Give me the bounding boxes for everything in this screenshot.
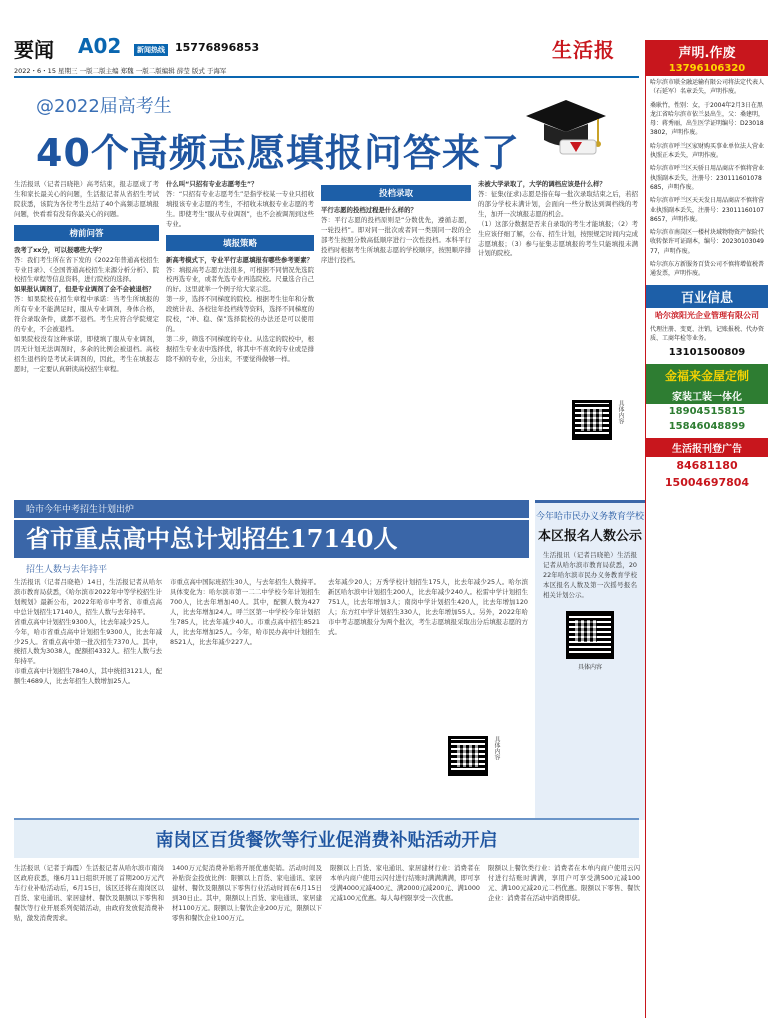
ad2-tel2: 15846048899: [668, 421, 746, 433]
story1-c2a: 什么叫“只招有专业志愿考生”？: [166, 180, 258, 188]
story3-column-4: [488, 864, 640, 1014]
story1-c2f: 第二步，筛选不同梯度的专业。从选定的院校中，根据招生专业表中选择优，将其中不喜欢的专业或是排除不掉的专业，分出来，不要觉得做够一样。: [166, 334, 314, 363]
notice-item: 桑耿竹，性别：女，于2004年2月3日在黑龙江省哈尔滨市依兰县出生，父：桑建明，母：蒋秀丽，出生医学证明编号：D230183802，声明作废。: [650, 101, 765, 137]
story1-c2b: 答：“只招有专业志愿考生”是指学校某一专业只招收填报该专业志愿的考生，不招收未填报专业志愿的考生。即使考生“服从专业调剂”，也不会被调剂到这些专业。: [166, 189, 314, 228]
story1-column-4: [478, 180, 638, 400]
story3-column-1: [14, 864, 164, 1014]
ad-text: 代理注册、变更、注销，记账报税、代办资质、工商年检等业务。: [650, 325, 765, 342]
ad2-tel1: 18904515815: [668, 406, 746, 418]
story3-column-2: [172, 864, 322, 1014]
story1-lede: 生活报讯（记者吕晓艳）高考结束，报志愿成了考生和家长最关心的问题，生活报记者从省招生考试院获悉，该院为各位考生总结了40个高频志愿填报问题，快看看有没有你最关心的问题。: [14, 180, 159, 218]
story1-c3c: 答：平行志愿的投档原则是“分数优先，遵循志愿，一轮投档”。即对同一批次或者同一类别同一段的全部考生按照分数高低顺序进行一次性投档。本科平行投档时根据考生所填报志愿的学校顺序，按照顺序排序进行投档。: [321, 215, 471, 264]
story1-c2e: 第一步，选择不同梯度的院校。根据考生往年和分数段统计表、各校往年投档线等资料，选择不同梯度的院校，“冲、稳、保”选择院校的办法还是可以使用的。: [166, 295, 314, 334]
story1-column-2: [166, 180, 314, 492]
story3-column-3: [330, 864, 480, 1014]
story2-p4: 市重点高中计划招生7840人，其中统招3121人，配额生4689人，比去年招生人数增加25人。: [14, 667, 162, 686]
story2-c2: 市重点高中国际班招生30人，与去年招生人数持平。具体变化为：哈尔滨市第一二二中学校今年计划招生700人，比去年增加40人。其中，配额人数为427人，比去年增加24人。呼兰区第一中学校今年计划招生785人，比去年减少40人。市重点高中招生8521人，比去年增加25人。今年，哈市民办高中计划招生8521人，比去年减少227人。: [170, 578, 320, 646]
story2-column-2: [170, 578, 320, 814]
hotline-number: 15776896853: [175, 41, 260, 54]
story1-c4b: 答：征集(征求)志愿是指在每一批次录取结束之后，若招的部分学校未满计划，会面向一些分数达到调档线的考生，加开一次填报志愿的机会。: [478, 189, 638, 218]
notice-item: 哈尔滨市呼兰区天天发日用品商店不慎将营业执照副本丢失，注册号：230111601078657，声明作废。: [650, 197, 765, 223]
qr-code-icon[interactable]: [566, 611, 614, 659]
story2-qr-label: 具体内容: [493, 736, 500, 760]
story2-p1: 生活报讯（记者吕晓艳）14日，生活报记者从哈尔滨市教育局获悉，《哈尔滨市2022年中等学校招生计划规划》最新公布，2022年哈市中考省、市重点高中总计划招生17140人，招生人数与去年持平。: [14, 578, 162, 616]
story1-title: 40个高频志愿填报问答来了: [36, 131, 520, 175]
story1-c2c: 新高考模式下，专业平行志愿填报有哪些参考要素？: [166, 255, 313, 264]
story3-title: 南岗区百货餐饮等行业促消费补贴活动开启: [155, 830, 498, 851]
ad3-tel2: 15004697804: [664, 476, 750, 490]
page-header: [0, 0, 645, 80]
story2-sidebar-box: [535, 500, 645, 820]
box-kicker: 今年哈市民办义务教育学校: [535, 512, 644, 522]
notice-item: 哈尔滨市联全融运输有限公司将法定代表人（石延军）名章丢失，声明作废。: [650, 79, 765, 96]
ad2-title: 金福来金屋定制: [646, 364, 768, 387]
box-title: 本区报名人数公示: [537, 528, 642, 544]
ad3-tel1: 84681180: [676, 459, 738, 473]
classifieds-column: [645, 40, 768, 1018]
story2-title: 省市重点高中总计划招生17140人: [14, 520, 529, 558]
notice-item: 哈尔滨市呼兰区天骄日用品商店不慎将营业执照副本丢失，注册号：230111601078685，声明作废。: [650, 165, 765, 191]
story2-column-1: [14, 578, 162, 814]
story1-subhead-3: 投档录取: [321, 185, 471, 201]
story1-column-3: [321, 180, 471, 492]
story3-c1: 生活报讯（记者于海霞）生活报记者从哈尔滨市南岗区政府获悉，继6月11日组织开展了首期200万元汽车行业补贴活动后，6月15日，该区还将在南岗区以百货、家电通讯、家居建材、餐饮及限额以下零售和餐饮等行业开展系列促销活动，由政府发放促消费补贴，激发消费需求。: [14, 864, 164, 922]
story1-qr-label: 具体内容: [617, 400, 624, 424]
classifieds-tel: 13796106320: [646, 63, 768, 76]
story1-c4c: （1）这部分数据是否来自录取的考生才能填报；（2）考生应该仔细了解，公布、招生计划，按照规定时间内完成志愿填报；（3）参与征集志愿填报的考生只能填报未满计划的院校。: [478, 219, 638, 258]
hotline-label: 新闻热线: [134, 44, 168, 56]
story3-c4: 限额以上餐饮类行业：消费者在本单内商户使用云闪付进行结账时满满，享用户可享受满500元减100元、满100元减20元二档优惠。限额以下零售、餐饮企业：消费者在活动中消费即获。: [488, 864, 640, 902]
notice-item: 哈尔滨东方新服务百货公司不慎将增值税普通发票，声明作废。: [650, 261, 765, 278]
page-number: A02: [78, 34, 122, 58]
dateline: 2022・6・15 星期三 一版二版主编 郑魏 一版二版编辑 薛莹 版式 于海军: [14, 67, 227, 75]
story1-qr-block: [572, 400, 625, 440]
newspaper-logo: 生活报: [552, 38, 615, 62]
ad-tel: 13101500809: [668, 347, 746, 359]
notice-item: 哈尔滨市南岗区一楼村块域物物资产保险代收转保许可证副本，编号：2023010304977，声明作废。: [650, 229, 765, 255]
ad-company: 哈尔滨阳光企业管理有限公司: [655, 310, 759, 320]
story1-q2: 如果报认调剂了，但是专业调剂了会不会被退档？: [14, 285, 155, 294]
story2-qr-block: [448, 736, 501, 776]
story1-kicker: @2022届高考生: [36, 96, 172, 117]
story3-c3: 限额以上百货、家电通讯、家居建材行业：消费者在本单内商户使用云闪付进行结账时满满满满，即可享受满4000元减400元、满2000元减200元、满1000元减100元优惠。每人每档限享受一次优惠。: [330, 864, 480, 902]
story2-p3: 今年，哈市省重点高中计划招生9300人，比去年减少25人。省重点高中第一批次招生7370人。其中，统招人数为3038人，配额招4332人。招生人数与去年持平。: [14, 627, 162, 666]
story2-c3: 去年减少20人；万秀学校计划招生175人，比去年减少25人。哈尔滨新区哈尔滨中计划招生200人，比去年减少240人。松雷中学计划招生751人，比去年增加3人；南岗中学计划招生420人，比去年增加120人；东方红中学计划招生330人，比去年增加55人。另外，2022年哈市中考志愿填报分为两个批次，考生志愿填报采取出分后填报志愿的方式。: [328, 578, 528, 636]
ad-header: 百业信息: [646, 285, 768, 308]
story2-column-3: [328, 578, 528, 728]
qr-code-icon[interactable]: [448, 736, 488, 776]
classifieds-header: 声明.作废: [646, 40, 768, 63]
story1-subhead-1: 榜前问答: [14, 225, 159, 241]
story1-column-1: [14, 180, 159, 492]
story1-c3b: 平行志愿的投档过程是什么样的？: [321, 206, 417, 214]
story1-c4a: 未被大学录取了，大学的调档应该是什么样？: [478, 180, 606, 188]
section-name: 要闻: [14, 38, 54, 62]
notice-item: 哈尔滨市呼兰区家财购买事业单位法人营业执照正本丢失，声明作废。: [650, 142, 765, 160]
ad3-title: 生活报刊登广告: [646, 438, 768, 457]
notice-list: [646, 76, 768, 281]
ad2-subtitle: 家装工装一体化: [646, 387, 768, 404]
story3-c2: 1400万元促消费补贴将开展优惠促销。活动时间及补贴资金投放比例：限额以上百货、家电通讯、家居建材、餐饮及限额以下零售行业活动时间在6月15日到30日止。其中，限额以上百货、家电通讯、家居建材1100万元。限额以上餐饮企业200万元，限额以下零售和餐饮企业100万元。: [172, 864, 322, 922]
story2-p2: 省重点高中计划招生9300人，比去年减少25人。: [14, 617, 154, 626]
story2-kicker: 哈市今年中考招生计划出炉: [26, 505, 135, 515]
story1-subhead-2: 填报策略: [166, 235, 314, 251]
story1-c2d: 答：填报高考志愿方法很多，可根据不同情况先选院校再选专业，或者先选专业再选院校。尺量选合自己的好。这里就举一个例子给大家示范。: [166, 265, 314, 294]
story2-subtitle: 招生人数与去年持平: [26, 565, 108, 575]
box-text: 生活报讯（记者吕晓艳）生活报记者从哈尔滨市教育局获悉，2022年哈尔滨市民办义务教育学校本区报名人数及第一次摇号报名相关计划公示。: [543, 551, 637, 599]
graduation-cap-icon: [520, 92, 612, 162]
qr-code-icon[interactable]: [572, 400, 612, 440]
story1-a2: 答：如果院校在招生章程中承诺：当考生所填报的所有专业不能满足时，服从专业调剂，身体合格，符合录取条件，就都不退档。考生应符合学院规定的专业，不会被退档。: [14, 295, 159, 334]
header-rule: [14, 76, 639, 78]
story1-q1: 我考了xx分，可以报哪些大学？: [14, 245, 106, 254]
story1-a1: 答：我们考生所在省下发的《2022年普通高校招生专业目录》、《全国普通高校招生来源分析分析》、院校招生章程等信息资料，进行院校的选择。: [14, 255, 159, 284]
story1-a3: 如果院校没有这种承诺，即使填了服从专业调剂，因无计划无法调剂时，多余的比例会被退档。高校招生退档的是考试未调剂的，因此，考生在填报志愿时，一定要认真研读高校招生章程。: [14, 334, 159, 373]
box-qr-label: 具体内容: [577, 663, 602, 671]
